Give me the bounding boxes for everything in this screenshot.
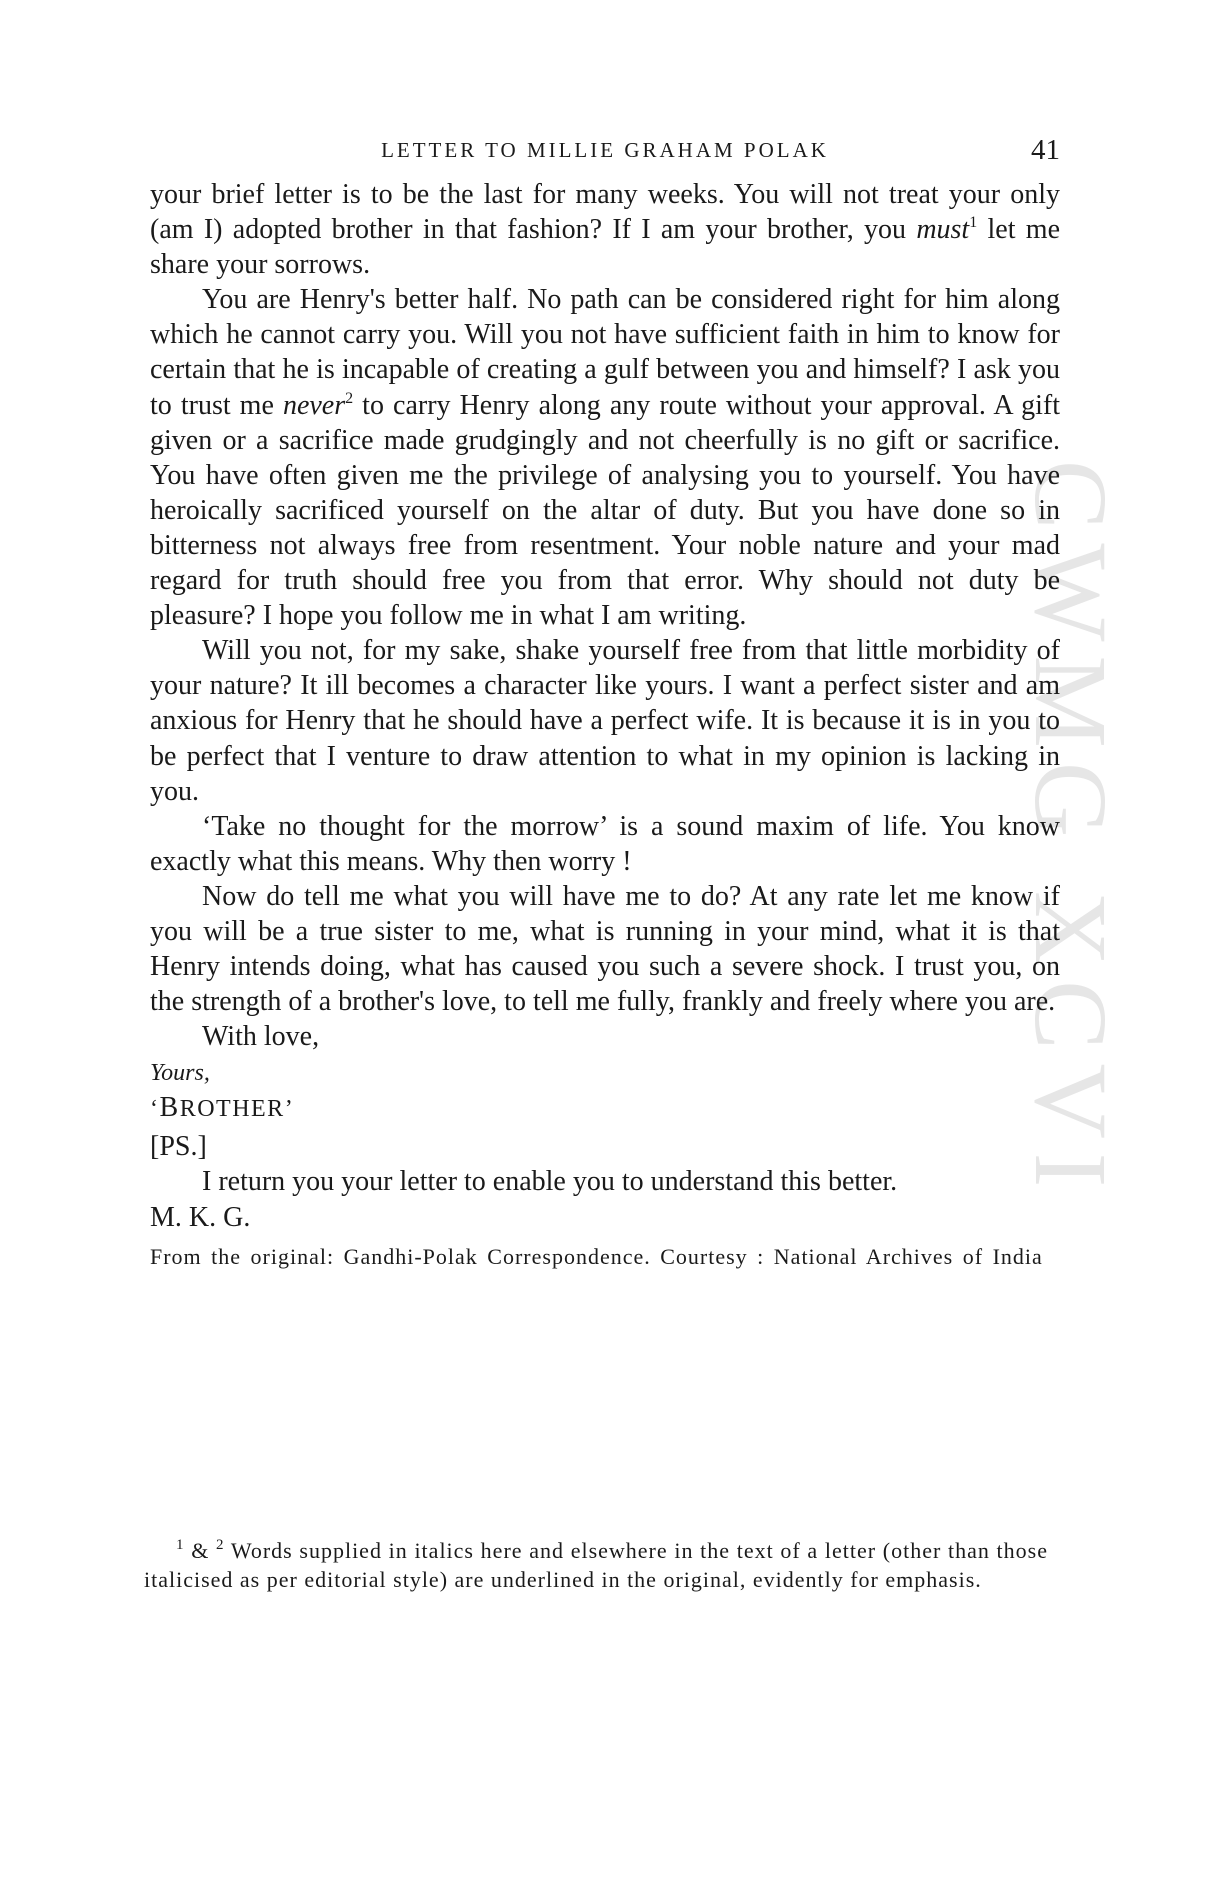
closing-line: With love, [202,1021,320,1053]
running-head [150,134,1060,168]
brother-quote-open: ‘ [150,1096,160,1123]
running-title: LETTER TO MILLIE GRAHAM POLAK [381,138,829,162]
ps-label: [PS.] [150,1131,207,1163]
paragraph-2-text-a: You are Henry's better half. No path can be considered right for him along which he cannot carry you. Will you not have sufficient faith in him to know for certain that he is incapable of creating a gulf between you and himself? I ask you to trust me [150,284,1060,421]
signature-yours: Yours, [150,1060,210,1087]
watermark-text: CWMG XCVI [1013,460,1128,1202]
footnote [144,1536,1048,1594]
brother-rest: ROTHER [179,1096,285,1123]
brother-initial: B [159,1092,180,1124]
paragraph-1-text-a: your brief letter is to be the last for many weeks. You will not treat your only (am I) adopted brother in that fashion? If I am your brother, you [150,179,1060,246]
paragraph-2-text-b: to carry Henry along any route without your approval. A gift given or a sacrifice made grudgingly and not cheerfully is no gift or sacrifice. You have often given me the privilege of analysing you to yourself. You have heroically sacrificed yourself on the altar of duty. But you have done so in bitterness not always free from resentment. Your noble nature and your mad regard for truth should free you from that error. Why should not duty be pleasure? I hope you follow me in what I am writing. [150,389,1061,632]
signature-initials: M. K. G. [150,1201,251,1233]
paragraph-4: ‘Take no thought for the morrow’ is a sound maxim of life. You know exactly what this means. Why then worry ! [150,810,1060,877]
paragraph-2 [150,282,1060,633]
ps-text: I return you your letter to enable you to understand this better. [202,1166,898,1198]
emphasis-must: must [916,214,970,246]
footnote-ref-2: 2 [345,389,354,407]
footnote-ampersand: & [184,1538,217,1563]
footnote-text: Words supplied in italics here and elsewhere in the text of a letter (other than those italicised as per editorial style) are underlined in the original, evidently for emphasis. [144,1538,1048,1592]
footnote-number-2: 2 [216,1537,225,1553]
footnote-number-1: 1 [176,1537,185,1553]
paragraph-3: Will you not, for my sake, shake yourself free from that little morbidity of your nature? It ill becomes a character like yours. I want a perfect sister and am anxious for Henry that he should have a perfect wife. It is because it is in you to be perfect that I venture to draw attention to what in my opinion is lacking in you. [150,635,1060,807]
paragraph-1 [150,177,1060,282]
brother-quote-close: ’ [284,1096,295,1123]
source-note: From the original: Gandhi-Polak Correspondence. Courtesy : National Archives of India [150,1243,1043,1269]
paragraph-1-text-b: let me share your sorrows. [150,214,1060,281]
letter-body [150,177,1060,1271]
signature-brother [150,1090,1060,1127]
emphasis-never: never [282,389,346,421]
footnote-ref-1: 1 [969,214,978,232]
page-number: 41 [1031,134,1060,166]
paragraph-5: Now do tell me what you will have me to do? At any rate let me know if you will be a true sister to me, what is running in your mind, what it is that Henry intends doing, what has caused you such a severe shock. I trust you, on the strength of a brother's love, to tell me fully, frankly and freely where you are. [150,880,1060,1018]
